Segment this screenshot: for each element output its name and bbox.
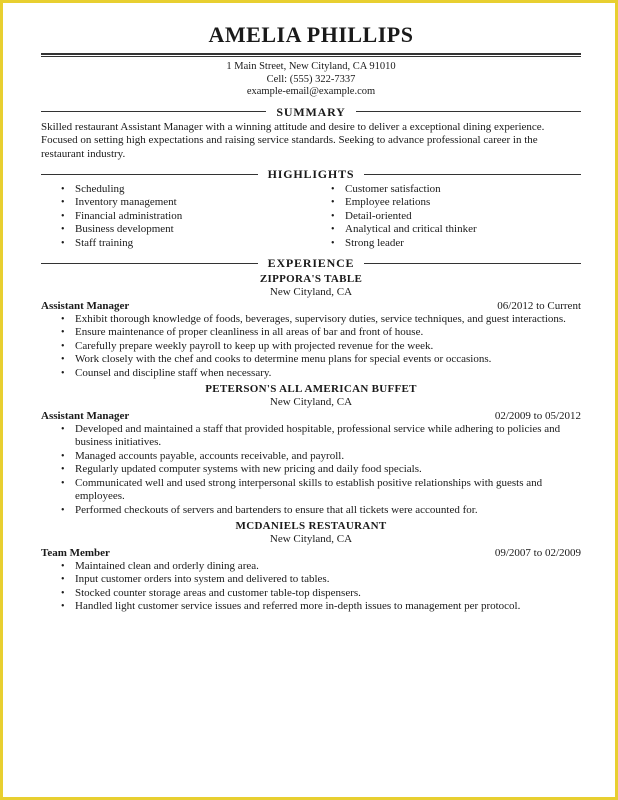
job-dates: 06/2012 to Current: [497, 300, 581, 313]
highlight-item: • Staff training: [41, 237, 311, 250]
heading-rule-left: [41, 111, 266, 112]
duty-item: • Input customer orders into system and delivered to tables.: [41, 573, 581, 586]
highlights-right-column: [311, 183, 581, 250]
contact-address: 1 Main Street, New Cityland, CA 91010: [226, 61, 396, 72]
job-role: Assistant Manager: [41, 300, 130, 313]
experience-heading: [41, 256, 581, 270]
highlight-item: • Financial administration: [41, 210, 311, 223]
job-employer: ZIPPORA'S TABLE: [259, 273, 363, 286]
job-dates: 09/2007 to 02/2009: [494, 546, 581, 559]
highlight-item: • Detail-oriented: [311, 210, 581, 223]
highlight-item: • Employee relations: [311, 196, 581, 209]
duty-item: • Exhibit thorough knowledge of foods, beverages, supervisory duties, service techniques, and guest interactions.: [41, 313, 581, 326]
job-location: New Cityland, CA: [269, 532, 353, 545]
job-location: New Cityland, CA: [269, 286, 353, 299]
duty-item: • Developed and maintained a staff that provided hospitable, professional service while adhering to policies and business initiatives.: [41, 423, 581, 450]
job-entry: [41, 383, 581, 517]
highlights-title: HIGHLIGHTS: [267, 167, 355, 181]
heading-rule-right: [364, 263, 581, 264]
highlight-item: • Business development: [41, 223, 311, 236]
duty-item: • Maintained clean and orderly dining area.: [41, 560, 581, 573]
highlight-item: • Strong leader: [311, 237, 581, 250]
job-employer: MCDANIELS RESTAURANT: [235, 519, 387, 532]
job-duties: [41, 313, 581, 380]
job-role: Assistant Manager: [41, 410, 130, 423]
heading-rule-right: [364, 174, 581, 175]
heading-rule-left: [41, 174, 258, 175]
duty-item: • Performed checkouts of servers and bartenders to ensure that all tickets were accounted for.: [41, 504, 581, 517]
heading-rule-left: [41, 263, 258, 264]
highlight-item: • Analytical and critical thinker: [311, 223, 581, 236]
summary-text: Skilled restaurant Assistant Manager with a winning attitude and desire to deliver a exceptional dining experience. Focused on setting high expectations and raising service standards. Seeking to advance professional career in the restaurant industry.: [41, 120, 545, 160]
highlight-item: • Customer satisfaction: [311, 183, 581, 196]
summary-heading: [41, 105, 581, 119]
header-divider: [41, 53, 581, 57]
highlights-left-column: [41, 183, 311, 250]
experience-title: EXPERIENCE: [267, 256, 355, 271]
job-role-row: [41, 410, 581, 423]
duty-item: • Stocked counter storage areas and customer table-top dispensers.: [41, 587, 581, 600]
duty-item: • Work closely with the chef and cooks to determine menu plans for special events or occasions.: [41, 353, 581, 366]
highlights-heading: [41, 167, 581, 181]
summary-title: SUMMARY: [276, 104, 346, 119]
duty-item: • Counsel and discipline staff when necessary.: [41, 367, 581, 380]
job-role: Team Member: [41, 546, 110, 559]
duty-item: • Communicated well and used strong interpersonal skills to establish positive relationships with guests and employees.: [41, 477, 581, 504]
duty-item: • Handled light customer service issues and referred more in-depth issues to management per protocol.: [41, 600, 581, 613]
job-entry: [41, 273, 581, 380]
job-entry: [41, 520, 581, 614]
highlights-list: [41, 183, 581, 250]
candidate-name: AMELIA PHILLIPS: [208, 22, 414, 47]
duty-item: • Regularly updated computer systems with new pricing and daily food specials.: [41, 463, 581, 476]
job-duties: [41, 560, 581, 614]
heading-rule-right: [356, 111, 581, 112]
duty-item: • Carefully prepare weekly payroll to keep up with projected revenue for the week.: [41, 340, 581, 353]
job-role-row: [41, 300, 581, 313]
contact-email: example-email@example.com: [246, 86, 376, 97]
resume-content: [41, 21, 581, 614]
job-role-row: [41, 547, 581, 560]
contact-phone: Cell: (555) 322-7337: [266, 73, 356, 85]
highlight-item: • Inventory management: [41, 196, 311, 209]
job-duties: [41, 423, 581, 517]
job-employer: PETERSON'S ALL AMERICAN BUFFET: [205, 383, 417, 396]
highlight-item: • Scheduling: [41, 183, 311, 196]
duty-item: • Managed accounts payable, accounts receivable, and payroll.: [41, 450, 581, 463]
duty-item: • Ensure maintenance of proper cleanliness in all areas of bar and front of house.: [41, 326, 581, 339]
job-dates: 02/2009 to 05/2012: [494, 410, 581, 423]
job-location: New Cityland, CA: [269, 396, 353, 409]
